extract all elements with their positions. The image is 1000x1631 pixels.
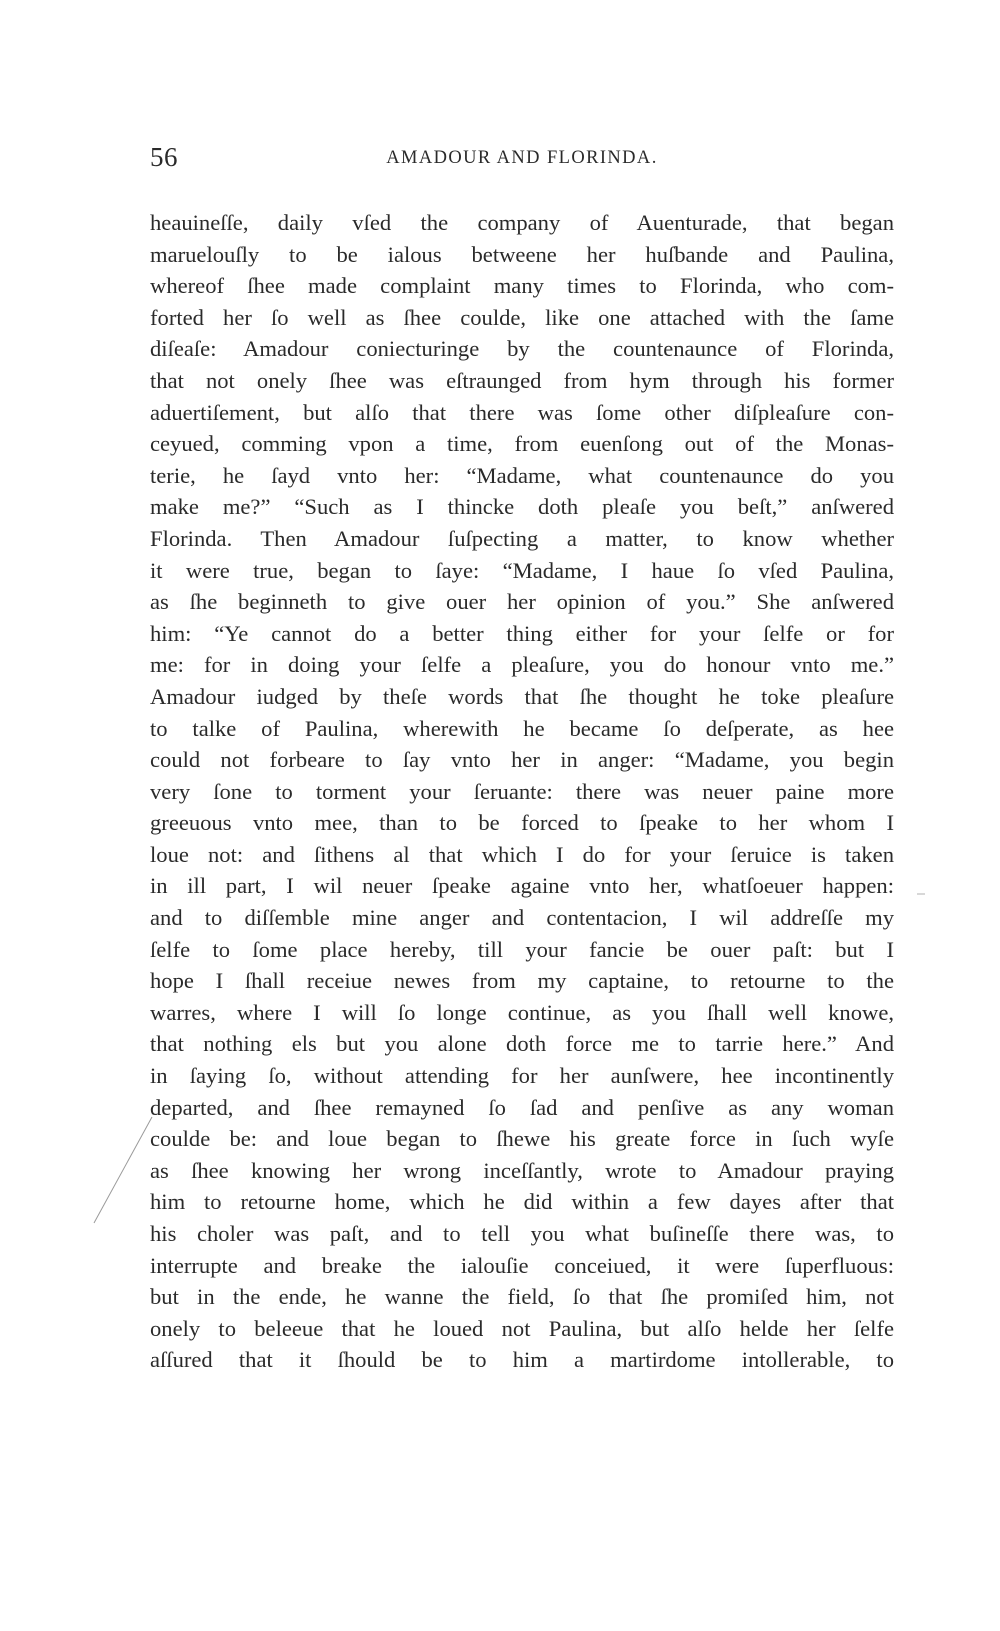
text-line: ſelfe to ſome place hereby, till your fancie be ouer paſt: but I bbox=[150, 936, 894, 962]
text-line: that nothing els but you alone doth force me to tarrie here.” And bbox=[150, 1031, 894, 1057]
text-line: interrupte and breake the ialouſie conceiued, it were ſuperfluous: bbox=[150, 1252, 894, 1278]
text-line: maruelouſly to be ialous betweene her huſbande and Paulina, bbox=[150, 241, 894, 267]
text-line: Amadour iudged by theſe words that ſhe thought he toke pleaſure bbox=[150, 683, 894, 709]
text-line: hope I ſhall receiue newes from my captaine, to retourne to the bbox=[150, 968, 894, 994]
text-line: aduertiſement, but alſo that there was ſome other diſpleaſure con- bbox=[150, 399, 894, 425]
text-line: terie, he ſayd vnto her: “Madame, what countenaunce do you bbox=[150, 462, 894, 488]
text-line: his choler was paſt, and to tell you what buſineſſe there was, to bbox=[150, 1221, 894, 1246]
text-line: warres, where I will ſo longe continue, as you ſhall well knowe, bbox=[150, 999, 894, 1025]
body-text bbox=[150, 207, 894, 1376]
text-line: could not forbeare to ſay vnto her in anger: “Madame, you begin bbox=[150, 747, 894, 773]
running-head bbox=[150, 142, 894, 182]
text-line: loue not: and ſithens al that which I do for your ſeruice is taken bbox=[150, 841, 894, 867]
running-title: AMADOUR AND FLORINDA. bbox=[386, 148, 658, 168]
page-number: 56 bbox=[150, 142, 178, 172]
text-line: him to retourne home, which he did within a few dayes after that bbox=[150, 1189, 894, 1215]
text-line: Florinda. Then Amadour ſuſpecting a matter, to know whether bbox=[150, 525, 894, 551]
text-line: aſſured that it ſhould be to him a martirdome intollerable, to bbox=[150, 1347, 894, 1373]
margin-pencil-tick bbox=[917, 892, 925, 896]
text-line: onely to beleeue that he loued not Paulina, but alſo helde her ſelfe bbox=[150, 1315, 894, 1341]
text-line: diſeaſe: Amadour coniecturinge by the countenaunce of Florinda, bbox=[150, 336, 894, 362]
text-line: to talke of Paulina, wherewith he became ſo deſperate, as hee bbox=[150, 715, 894, 741]
text-line: and to diſſemble mine anger and contentacion, I wil addreſſe my bbox=[150, 905, 894, 931]
margin-pencil-stroke bbox=[90, 1115, 154, 1225]
text-line: but in the ende, he wanne the field, ſo that ſhe promiſed him, not bbox=[150, 1284, 894, 1310]
text-line: it were true, began to ſaye: “Madame, I haue ſo vſed Paulina, bbox=[150, 557, 894, 583]
text-line: very ſone to torment your ſeruante: there was neuer paine more bbox=[150, 778, 894, 804]
text-line: greeuous vnto mee, than to be forced to ſpeake to her whom I bbox=[150, 810, 894, 836]
text-line: as ſhe beginneth to give ouer her opinion of you.” She anſwered bbox=[150, 589, 894, 615]
text-line: as ſhee knowing her wrong inceſſantly, wrote to Amadour praying bbox=[150, 1157, 894, 1183]
text-line: whereof ſhee made complaint many times to Florinda, who com- bbox=[150, 273, 894, 299]
text-line: me: for in doing your ſelfe a pleaſure, you do honour vnto me.” bbox=[150, 652, 894, 678]
text-line: that not onely ſhee was eſtraunged from hym through his former bbox=[150, 367, 894, 393]
text-line: ceyued, comming vpon a time, from euenſong out of the Monas- bbox=[150, 431, 894, 457]
text-line: coulde be: and loue began to ſhewe his greate force in ſuch wyſe bbox=[150, 1126, 894, 1152]
text-line: him: “Ye cannot do a better thing either for your ſelfe or for bbox=[150, 620, 894, 646]
text-line: in ſaying ſo, without attending for her aunſwere, hee incontinently bbox=[150, 1063, 894, 1089]
text-line: departed, and ſhee remayned ſo ſad and penſive as any woman bbox=[150, 1094, 894, 1120]
text-line: forted her ſo well as ſhee coulde, like one attached with the ſame bbox=[150, 304, 894, 330]
text-line: heauineſſe, daily vſed the company of Auenturade, that began bbox=[150, 210, 894, 235]
text-line: in ill part, I wil neuer ſpeake againe vnto her, whatſoeuer happen: bbox=[150, 873, 894, 899]
text-line: make me?” “Such as I thincke doth pleaſe you beſt,” anſwered bbox=[150, 494, 894, 520]
